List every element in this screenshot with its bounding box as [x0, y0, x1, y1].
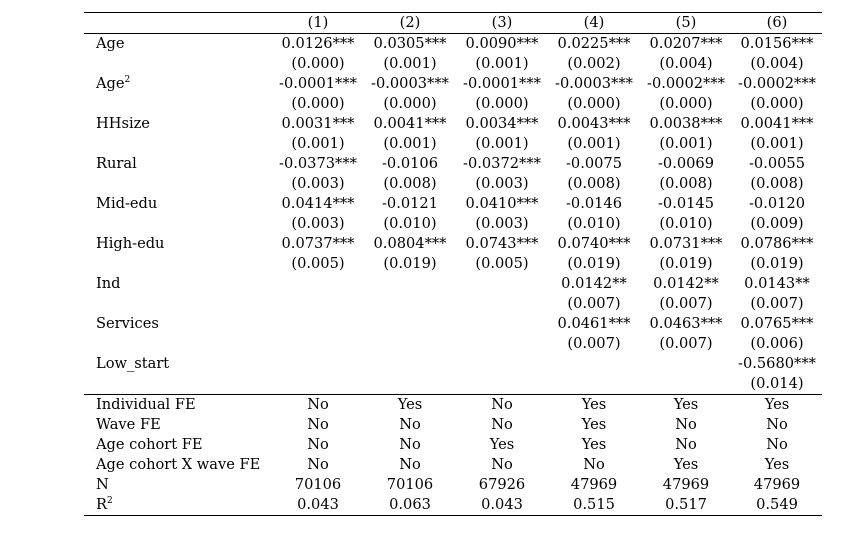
se-cell: (0.010) [659, 215, 713, 232]
se-label-empty [84, 94, 272, 114]
stat-row-n [84, 475, 822, 495]
se-label-empty [84, 294, 272, 314]
se-cell: (0.000) [567, 95, 621, 112]
stat-row-individual-fe [84, 395, 822, 416]
se-cell [364, 294, 456, 314]
se-cell: (0.003) [475, 215, 529, 232]
se-cell: (0.003) [475, 175, 529, 192]
coef-cell: -0.0373*** [279, 155, 357, 172]
row-label [84, 415, 272, 435]
se-cell: (0.019) [567, 255, 621, 272]
se-cell: (0.019) [659, 255, 713, 272]
se-cell: (0.000) [291, 55, 345, 72]
coef-cell [364, 274, 456, 294]
stat-cell: No [491, 456, 513, 473]
column-header: (3) [456, 13, 548, 34]
coef-cell: 0.0414*** [281, 195, 355, 212]
row-label-text: Age cohort X wave FE [96, 456, 261, 473]
stat-cell: No [675, 436, 697, 453]
coef-cell: 0.0410*** [465, 195, 539, 212]
header-row [84, 13, 822, 34]
se-row-services [84, 334, 822, 354]
stat-cell: No [399, 436, 421, 453]
coef-cell [272, 314, 364, 334]
se-row-mid-edu [84, 214, 822, 234]
se-row-ind [84, 294, 822, 314]
stat-cell: 47969 [753, 476, 801, 493]
coef-cell: 0.0043*** [557, 115, 631, 132]
se-cell [272, 374, 364, 395]
coef-cell: 0.0041*** [740, 115, 814, 132]
se-cell: (0.007) [567, 295, 621, 312]
se-row-rural [84, 174, 822, 194]
coef-cell: 0.0143** [744, 275, 810, 292]
se-cell [272, 294, 364, 314]
coef-row-high-edu [84, 234, 822, 254]
row-label [84, 154, 272, 174]
stat-cell: 0.517 [640, 495, 732, 516]
coef-cell [364, 314, 456, 334]
se-cell: (0.008) [567, 175, 621, 192]
row-label [84, 314, 272, 334]
se-cell: (0.004) [659, 55, 713, 72]
se-cell: (0.005) [291, 255, 345, 272]
se-cell [364, 374, 456, 395]
stat-cell: No [399, 416, 421, 433]
se-cell: (0.007) [659, 335, 713, 352]
stat-cell: 0.549 [732, 495, 822, 516]
row-label-text: R [96, 496, 107, 513]
row-label [84, 395, 272, 416]
coef-cell: 0.0765*** [740, 315, 814, 332]
se-cell: (0.001) [475, 55, 529, 72]
se-label-empty [84, 174, 272, 194]
row-label [84, 114, 272, 134]
se-cell: (0.008) [383, 175, 437, 192]
stat-row-wave-fe [84, 415, 822, 435]
se-cell: (0.003) [291, 215, 345, 232]
row-label-text: Mid-edu [96, 195, 158, 212]
coef-cell [640, 354, 732, 374]
row-label-text: Individual FE [96, 396, 196, 413]
coef-cell: -0.0372*** [463, 155, 541, 172]
se-cell: (0.007) [659, 295, 713, 312]
stat-cell: No [491, 416, 513, 433]
stat-cell: Yes [581, 436, 607, 453]
stat-cell: Yes [732, 395, 822, 416]
stat-cell: 67926 [478, 476, 526, 493]
row-label-superscript: 2 [124, 75, 131, 85]
stat-cell: 70106 [386, 476, 434, 493]
stat-cell: 47969 [662, 476, 710, 493]
stat-cell: 0.043 [272, 495, 364, 516]
se-label-empty [84, 374, 272, 395]
se-row-age2 [84, 94, 822, 114]
coef-cell: 0.0731*** [649, 235, 723, 252]
row-label [84, 194, 272, 214]
se-cell: (0.009) [750, 215, 804, 232]
coef-row-rural [84, 154, 822, 174]
coef-cell: 0.0041*** [373, 115, 447, 132]
coef-cell: 0.0225*** [548, 34, 640, 55]
stat-cell: 0.063 [364, 495, 456, 516]
coef-cell: 0.0461*** [557, 315, 631, 332]
stat-cell: No [307, 416, 329, 433]
coef-row-low-start [84, 354, 822, 374]
stat-cell: 0.043 [456, 495, 548, 516]
row-label-text: Services [96, 315, 159, 332]
coef-cell [456, 274, 548, 294]
row-label [84, 495, 272, 516]
se-cell: (0.001) [750, 135, 804, 152]
se-cell: (0.001) [475, 135, 529, 152]
coef-row-services [84, 314, 822, 334]
coef-cell: -0.0069 [658, 155, 714, 172]
coef-row-hhsize [84, 114, 822, 134]
row-label [84, 74, 272, 94]
se-cell [456, 374, 548, 395]
coef-cell: -0.0106 [382, 155, 438, 172]
stat-cell: No [272, 395, 364, 416]
se-cell: (0.001) [383, 135, 437, 152]
coef-cell [548, 354, 640, 374]
se-cell: (0.008) [750, 175, 804, 192]
row-label [84, 34, 272, 55]
row-label [84, 274, 272, 294]
row-label-text: Age [96, 75, 125, 92]
se-cell: (0.001) [291, 135, 345, 152]
se-cell: (0.002) [567, 55, 621, 72]
se-cell [456, 334, 548, 354]
stat-cell: No [399, 456, 421, 473]
column-header: (1) [272, 13, 364, 34]
se-cell [364, 334, 456, 354]
stat-row-age-cohort-fe [84, 435, 822, 455]
stat-cell: No [766, 436, 788, 453]
se-cell: (0.003) [291, 175, 345, 192]
coef-cell: -0.0001*** [279, 75, 357, 92]
coef-cell: 0.0743*** [465, 235, 539, 252]
coef-cell: -0.0003*** [371, 75, 449, 92]
stat-cell: Yes [640, 395, 732, 416]
stat-cell: Yes [764, 456, 790, 473]
coef-cell: 0.0034*** [465, 115, 539, 132]
coef-cell: 0.0090*** [456, 34, 548, 55]
coef-cell: 0.0126*** [272, 34, 364, 55]
se-row-age [84, 54, 822, 74]
coef-cell [272, 274, 364, 294]
coef-cell: -0.0055 [749, 155, 805, 172]
row-label [84, 234, 272, 254]
row-label [84, 455, 272, 475]
row-label-text: Age [96, 35, 125, 52]
stat-cell: Yes [364, 395, 456, 416]
stat-cell: 47969 [570, 476, 618, 493]
se-cell: (0.010) [567, 215, 621, 232]
stat-row-r2 [84, 495, 822, 516]
se-cell [548, 374, 640, 395]
stat-cell: 0.515 [548, 495, 640, 516]
se-cell [272, 334, 364, 354]
se-cell: (0.008) [659, 175, 713, 192]
row-label-text: High-edu [96, 235, 165, 252]
se-label-empty [84, 254, 272, 274]
column-header: (6) [732, 13, 822, 34]
se-cell: (0.014) [750, 375, 804, 392]
se-cell: (0.006) [750, 335, 804, 352]
se-label-empty [84, 214, 272, 234]
se-cell: (0.007) [567, 335, 621, 352]
row-label-text: Wave FE [96, 416, 161, 433]
se-cell: (0.019) [383, 255, 437, 272]
coef-cell: -0.5680*** [738, 355, 816, 372]
coef-cell: -0.0121 [382, 195, 438, 212]
coef-cell: -0.0146 [566, 195, 622, 212]
se-cell: (0.000) [475, 95, 529, 112]
se-cell: (0.010) [383, 215, 437, 232]
coef-cell [272, 354, 364, 374]
coef-cell: -0.0002*** [647, 75, 725, 92]
se-cell: (0.007) [750, 295, 804, 312]
se-row-hhsize [84, 134, 822, 154]
stat-cell: No [583, 456, 605, 473]
coef-row-mid-edu [84, 194, 822, 214]
se-cell: (0.000) [383, 95, 437, 112]
stat-cell: Yes [673, 456, 699, 473]
coef-cell: -0.0145 [658, 195, 714, 212]
coef-cell [456, 354, 548, 374]
coef-cell: 0.0142** [561, 275, 627, 292]
stat-row-age-cohort-x-wave-fe [84, 455, 822, 475]
se-cell: (0.000) [291, 95, 345, 112]
regression-table [84, 12, 822, 516]
row-label-text: Age cohort FE [96, 436, 203, 453]
coef-cell: 0.0038*** [649, 115, 723, 132]
row-label-text: Low_start [96, 355, 170, 372]
coef-cell: 0.0804*** [373, 235, 447, 252]
se-cell [456, 294, 548, 314]
coef-cell [364, 354, 456, 374]
se-cell: (0.000) [659, 95, 713, 112]
coef-cell: 0.0142** [653, 275, 719, 292]
coef-cell: -0.0075 [566, 155, 622, 172]
se-cell: (0.004) [750, 55, 804, 72]
column-header: (5) [640, 13, 732, 34]
stat-cell: No [307, 456, 329, 473]
row-label-superscript: 2 [107, 496, 113, 506]
stat-cell: No [456, 395, 548, 416]
se-cell: (0.001) [567, 135, 621, 152]
coef-cell: -0.0001*** [463, 75, 541, 92]
coef-cell: 0.0305*** [364, 34, 456, 55]
stat-cell: No [766, 416, 788, 433]
se-cell: (0.000) [750, 95, 804, 112]
coef-row-ind [84, 274, 822, 294]
coef-cell: 0.0031*** [281, 115, 355, 132]
coef-cell: -0.0003*** [555, 75, 633, 92]
se-cell [640, 374, 732, 395]
coef-cell: 0.0740*** [557, 235, 631, 252]
se-cell: (0.001) [383, 55, 437, 72]
se-cell: (0.019) [750, 255, 804, 272]
row-label-text: Rural [96, 155, 137, 172]
row-label-text: Ind [96, 275, 121, 292]
row-label-text: N [96, 476, 109, 493]
row-label [84, 435, 272, 455]
se-row-high-edu [84, 254, 822, 274]
stat-cell: No [675, 416, 697, 433]
stat-cell: 70106 [294, 476, 342, 493]
column-header: (4) [548, 13, 640, 34]
coef-cell: 0.0463*** [649, 315, 723, 332]
row-label-text: HHsize [96, 115, 150, 132]
se-label-empty [84, 54, 272, 74]
stat-cell: Yes [581, 416, 607, 433]
se-cell: (0.001) [659, 135, 713, 152]
coef-cell: 0.0786*** [740, 235, 814, 252]
stat-cell: Yes [548, 395, 640, 416]
coef-cell: 0.0207*** [640, 34, 732, 55]
se-label-empty [84, 334, 272, 354]
coef-row-age [84, 34, 822, 55]
se-cell: (0.005) [475, 255, 529, 272]
coef-row-age2 [84, 74, 822, 94]
se-label-empty [84, 134, 272, 154]
row-label [84, 475, 272, 495]
header-corner [84, 13, 272, 34]
coef-cell: -0.0120 [749, 195, 805, 212]
stat-cell: No [307, 436, 329, 453]
stat-cell: Yes [489, 436, 515, 453]
coef-cell [456, 314, 548, 334]
coef-cell: 0.0737*** [281, 235, 355, 252]
row-label [84, 354, 272, 374]
coef-cell: -0.0002*** [738, 75, 816, 92]
column-header: (2) [364, 13, 456, 34]
coef-cell: 0.0156*** [732, 34, 822, 55]
se-row-low-start [84, 374, 822, 395]
